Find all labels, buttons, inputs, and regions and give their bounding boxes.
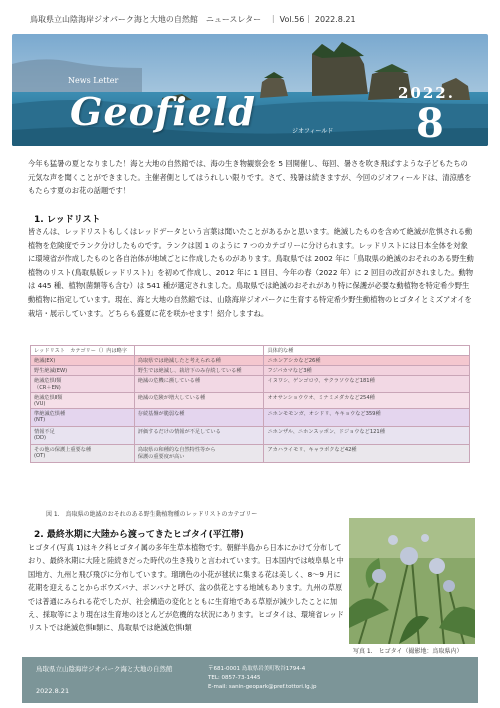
newsletter-title: Geofield [70,89,256,134]
section-heading-red-list: 1. レッドリスト [34,215,101,225]
table-cell-definition: 絶滅の危険が増大している種 [134,393,264,409]
table-cell-species: フジバカマなど3種 [264,366,470,376]
table-row [31,427,470,445]
table-row [31,393,470,409]
table-header-category: レッドリスト カテゴリー（）内は略字 [31,346,135,356]
table-row [31,356,470,366]
table-row [31,366,470,376]
newsletter-title-jp: ジオフィールド [292,128,334,135]
table-header-species: 具体的な種 [264,346,470,356]
table-cell-definition: 鳥取県では絶滅したと考えられる種 [134,356,264,366]
table-row [31,409,470,427]
table-cell-definition: 存続基盤が脆弱な種 [134,409,264,427]
footer [22,657,478,703]
issue-year: 2022. [398,84,455,102]
footer-organization: 鳥取県立山陰海岸ジオパーク海と大地の自然館 [36,665,173,673]
newsletter-header-line: 鳥取県立山陰海岸ジオパーク海と大地の自然館 ニュースレター ｜ Vol.56｜ 2022.8.21 [30,15,356,24]
table-cell-species: ニホンザル、ニホンスッポン、ドジョウなど121種 [264,427,470,445]
table-header-definition [134,346,264,356]
section-heading-higotai: 2. 最終氷期に大陸から渡ってきたヒゴタイ(平江帯) [34,530,244,540]
table-cell-definition: 絶滅の危機に瀕している種 [134,376,264,393]
table-cell-species: ニホンアシカなど26種 [264,356,470,366]
issue-month: 8 [416,100,444,146]
red-list-paragraph: 皆さんは、レッドリストもしくはレッドデータという言葉は聞いたことがあるかと思います。絶滅したものを含めて絶滅が危惧される動植物を危険度でランク分けしたものです。ランクは図 1 のように 7 つのカテゴリーに分けられます。レッドリストには日本全体を対象に環境省が作成したものと各自治体が地域ごとに作成したものがあります。鳥取県では 2002 年に「鳥取県の絶滅のおそれのある野生動植物のリスト(鳥取県版レッドリスト)」を初めて作成し、2012 年に 1 回目、今年の春（2022 年）に 2 回目の改訂がされました。動物は 445 種、植物(菌類等も含む）は 541 種が選定されました。鳥取県では絶滅のおそれがあり特に保護が必要な動植物を特定希少野生動植物に指定しています。現在、海と大地の自然館では、山陰海岸ジオパークに生育する特定希少野生動植物のヒゴタイとミズアオイを栽培・展示しています。どちらも盛夏に花を咲かせます！紹介しますね。 [28,227,474,318]
table-cell-species: ニホンモモンガ、オシドリ、キキョウなど359種 [264,409,470,427]
footer-contact [208,665,316,692]
table-cell-definition: 評価するだけの情報が不足している [134,427,264,445]
table-cell-species: オオサンショウウオ、ミナミメダカなど254種 [264,393,470,409]
higotai-paragraph: ヒゴタイ(写真 1)はキク科ヒゴタイ属の多年生草本植物です。朝鮮半島から日本にかけて分布しており、最終氷期に大陸と陸続きだった時代の生き残りと言われています。日本国内では岐阜県と中国地方、九州と飛び飛びに分布しています。瑠璃色の小花が毬状に集まる花は美しく、8～9 月に花期を迎えることからボウズバナ、ボンバナと呼び、盆の供花とする地域もあります。九州の草原では普通にみられる花でしたが、社会構造の変化とともに生育地である草原が減少したことに加え、採取等により現在は生育地のほとんどが危機的な状況にあります。ヒゴタイは、環境省レッドリストでは絶滅危惧Ⅱ類に、鳥取県では絶滅危惧Ⅰ類 [28,543,344,633]
table-cell-category: その他の保護上重要な種 (OT) [31,445,135,463]
table-cell-category: 絶滅危惧Ⅰ類 （CR＋EN) [31,376,135,393]
higotai-flower-image [349,518,475,644]
table-cell-species: アカハライモリ、キャラボクなど42種 [264,445,470,463]
table-cell-category: 野生絶滅(EW) [31,366,135,376]
table-cell-species: イヌワシ、ゲンゴロウ、サクラソウなど181種 [264,376,470,393]
footer-address: 〒681-0001 鳥取県岩美町牧谷1794-4 [208,666,306,672]
table-cell-category: 絶滅(EX) [31,356,135,366]
cover-banner [12,34,488,146]
footer-date: 2022.8.21 [36,687,70,695]
higotai-photo [349,518,475,644]
footer-email[interactable]: E-mail: sanin-geopark@pref.tottori.lg.jp [208,684,317,690]
red-list-category-table [30,345,470,463]
table-cell-definition: 鳥取県の和種的な自然特性等から 保護の重要度が高い [134,445,264,463]
table-cell-category: 情報不足 (DD) [31,427,135,445]
table-row [31,376,470,393]
footer-tel: TEL: 0857-73-1445 [208,675,261,681]
table-row [31,445,470,463]
table-cell-category: 準絶滅危惧種 (NT) [31,409,135,427]
news-letter-label: News Letter [68,76,119,85]
table-caption: 図 1. 鳥取県の絶滅のおそれのある野生動植物種のレッドリストのカテゴリー [46,511,258,518]
table-cell-category: 絶滅危惧Ⅱ類 (VU) [31,393,135,409]
photo-caption: 写真 1. ヒゴタイ（撮影地：鳥取県内） [353,648,463,655]
intro-paragraph: 今年も猛暑の夏となりました！海と大地の自然館では、海の生き物観察会を 5 回開催し、毎回、暑さを吹き飛ばすような子どもたちの元気な声を聞くことができました。主催者側としてはうれしい限りです。さて、残暑は続きますが、今回のジオフィールドは、清涼感をもたらす夏のお花の話題です！ [28,159,472,196]
table-cell-definition: 野生では絶滅し、栽培下のみ存続している種 [134,366,264,376]
